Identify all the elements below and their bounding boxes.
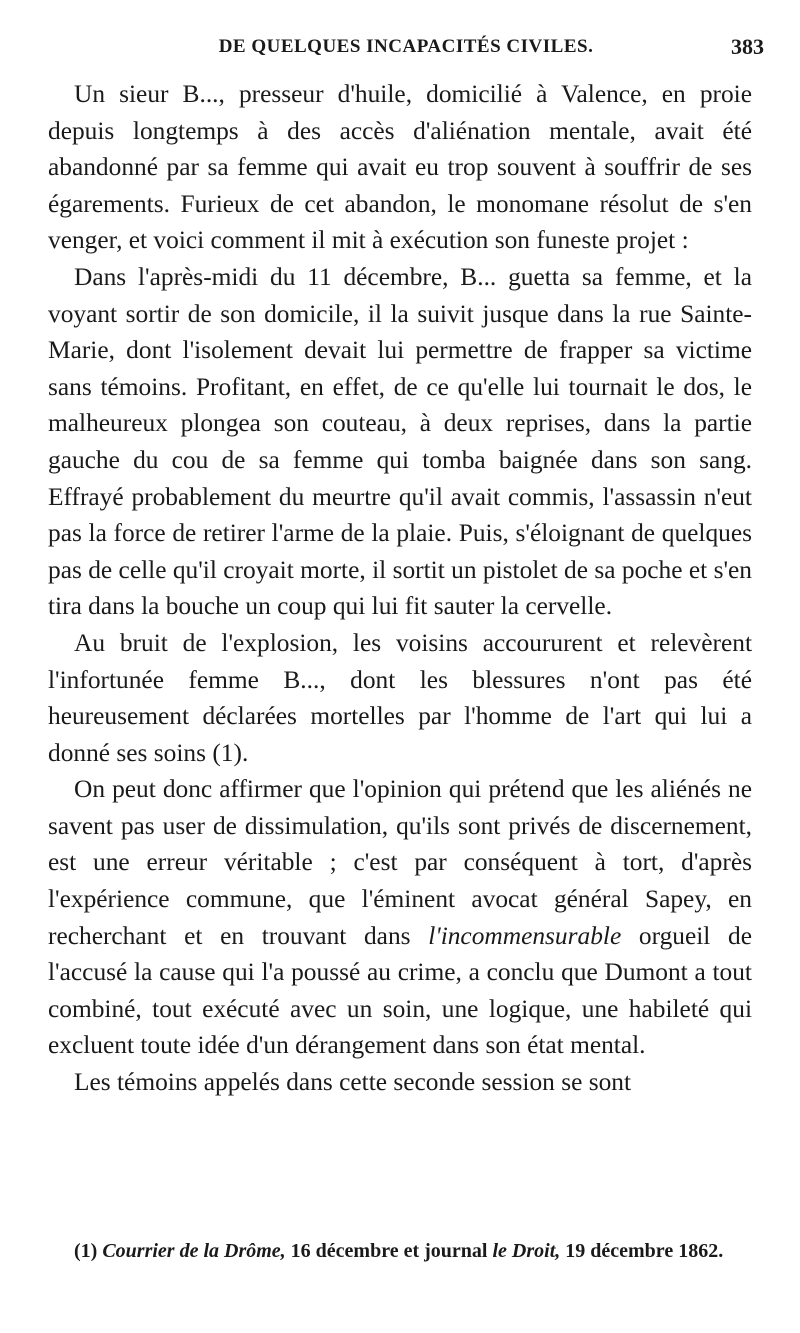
running-title: DE QUELQUES INCAPACITÉS CIVILES. xyxy=(218,36,594,57)
paragraph-5: Les témoins appelés dans cette seconde session se sont xyxy=(74,1068,632,1097)
footnote xyxy=(48,1236,752,1266)
footnote-journal: le Droit, xyxy=(492,1240,561,1262)
footnote-paragraph xyxy=(48,1236,752,1266)
page-number: 383 xyxy=(731,34,764,59)
footnote-source: Courrier de la Drôme, xyxy=(102,1240,286,1262)
footnote-date: 19 décembre 1862. xyxy=(560,1240,724,1262)
footnote-marker: (1) xyxy=(74,1240,98,1262)
italic-word: l'incommensurable xyxy=(428,921,622,950)
paragraph-4 xyxy=(48,771,752,1064)
paragraph-1: Un sieur B..., presseur d'huile, domicilié à Valence, en proie depuis longtemps à des accès d'aliénation mentale, avait été abandonné par sa femme qui avait eu trop souvent à souffrir de ses égarements. Furieux de cet abandon, le monomane résolut de s'en venger, et voici comment il mit à exécution son funeste projet : xyxy=(48,80,752,255)
paragraph-3: Au bruit de l'explosion, les voisins accoururent et relevèrent l'infortunée femme B..., dont les blessures n'ont pas été heureusement déclarées mortelles par l'homme de l'art qui lui a donné ses soins (1). xyxy=(48,628,752,767)
paragraph-4-text-end: orgueil de l'accusé la cause qui l'a poussé au crime, a conclu que Dumont a tout combiné, tout exécuté avec un soin, une logique, une habileté qui excluent toute idée d'un dérangement dans son état mental. xyxy=(48,921,752,1060)
footnote-middle: 16 décembre et journal xyxy=(285,1240,493,1262)
paragraph-4-text-start: On peut donc affirmer que l'opinion qui prétend que les aliénés ne savent pas user de dissimulation, qu'ils sont privés de discernement, est une erreur véritable ; c'est par conséquent à tort, d'après l'expérience commune, que l'éminent avocat général Sapey, en recherchant et en trouvant dans xyxy=(48,775,752,950)
body-text xyxy=(48,76,752,1101)
paragraph-2: Dans l'après-midi du 11 décembre, B... guetta sa femme, et la voyant sortir de son domicile, il la suivit jusque dans la rue Sainte-Marie, dont l'isolement devait lui permettre de frapper sa victime sans témoins. Profitant, en effet, de ce qu'elle lui tournait le dos, le malheureux plongea son couteau, à deux reprises, dans la partie gauche du cou de sa femme qui tomba baignée dans son sang. Effrayé probablement du meurtre qu'il avait commis, l'assassin n'eut pas la force de retirer l'arme de la plaie. Puis, s'éloignant de quelques pas de celle qu'il croyait morte, il sortit un pistolet de sa poche et s'en tira dans la bouche un coup qui lui fit sauter la cervelle. xyxy=(48,262,752,621)
running-header xyxy=(48,30,764,70)
